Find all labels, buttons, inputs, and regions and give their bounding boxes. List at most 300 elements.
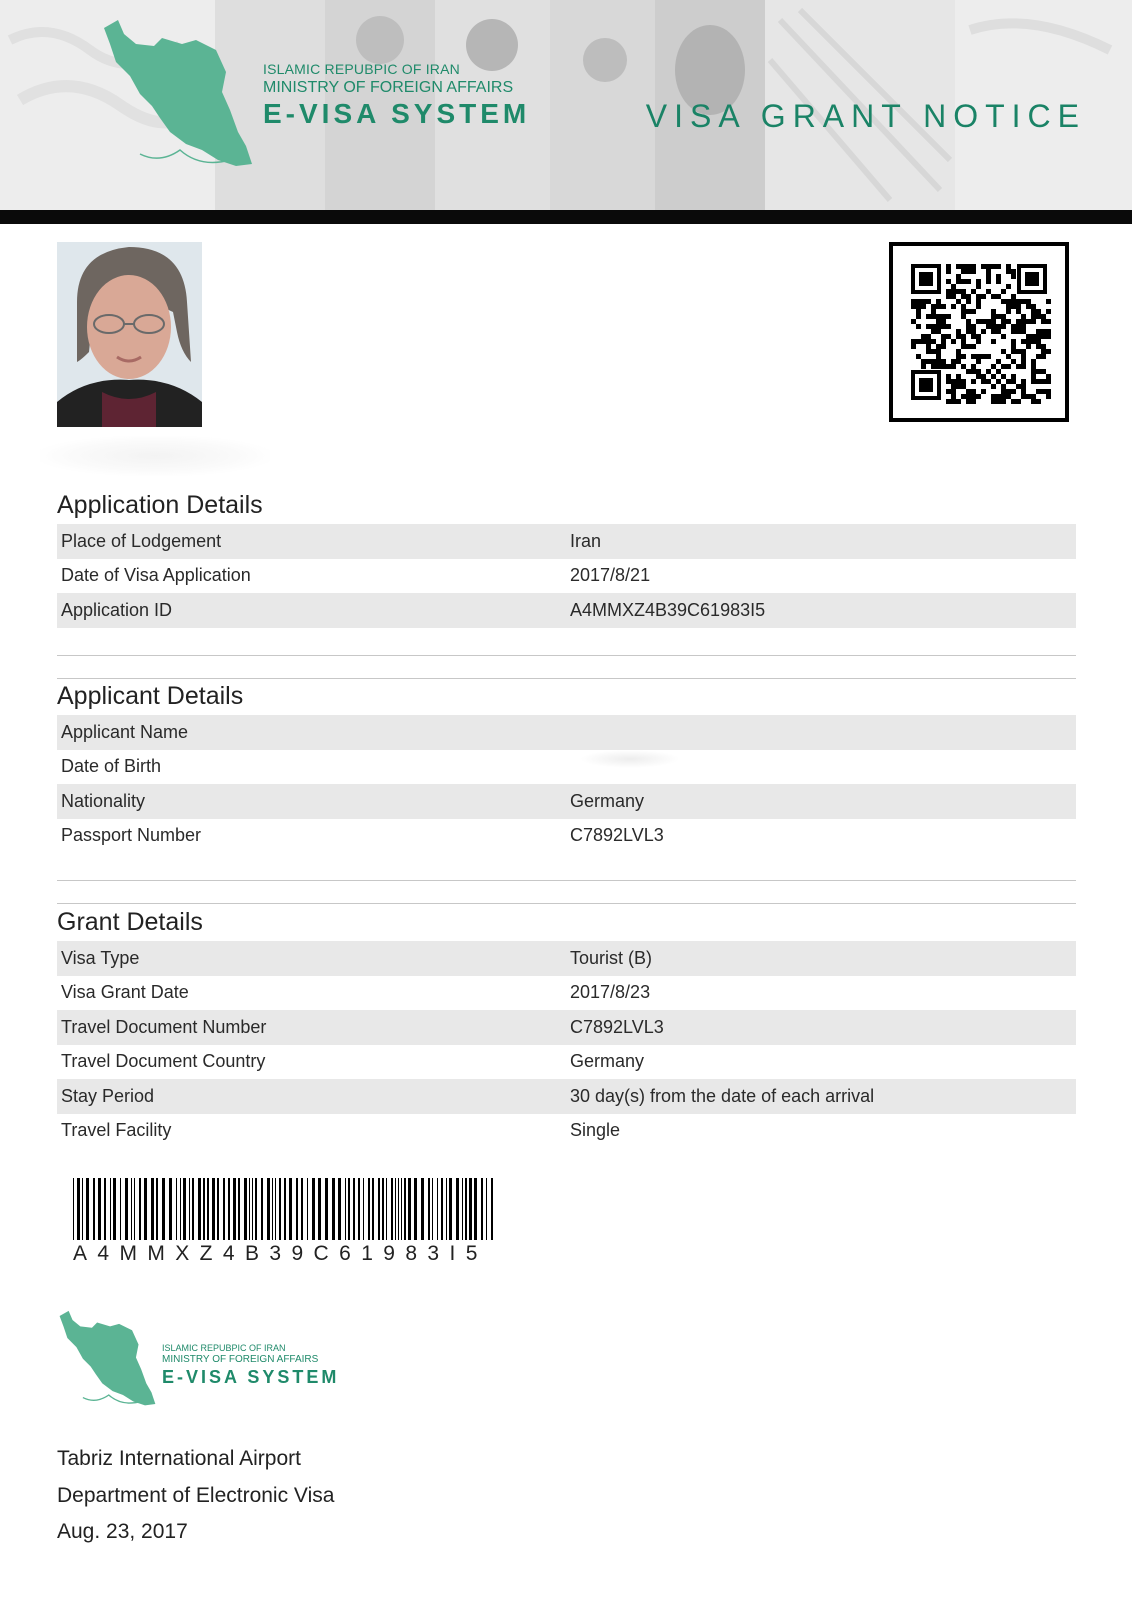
qr-module	[1041, 319, 1046, 324]
barcode-bar	[353, 1178, 355, 1240]
barcode-bar	[307, 1178, 308, 1240]
applicant-details-table	[57, 715, 1076, 853]
redaction-smudge	[580, 750, 680, 768]
barcode-bar	[110, 1178, 111, 1240]
qr-module	[916, 309, 921, 314]
qr-module	[946, 399, 951, 404]
qr-module	[986, 264, 991, 269]
barcode-bar	[301, 1178, 303, 1240]
qr-module	[926, 359, 931, 364]
qr-module	[1036, 329, 1041, 334]
row-label: Stay Period	[61, 1085, 155, 1106]
qr-module	[966, 279, 971, 284]
qr-module	[941, 304, 946, 309]
qr-module	[1046, 319, 1051, 324]
qr-module	[1016, 319, 1021, 324]
qr-module	[1001, 324, 1006, 329]
qr-module	[1001, 349, 1006, 354]
barcode-bar	[272, 1178, 273, 1240]
qr-module	[1006, 394, 1011, 399]
qr-module	[1001, 384, 1006, 389]
qr-module	[1031, 364, 1036, 369]
qr-module	[1006, 354, 1011, 359]
qr-module	[1016, 329, 1021, 334]
qr-module	[981, 294, 986, 299]
evisa-logo-text	[263, 60, 530, 131]
barcode-bar	[267, 1178, 270, 1240]
qr-module	[931, 324, 936, 329]
qr-module	[991, 364, 996, 369]
qr-module	[931, 364, 936, 369]
qr-module	[1006, 284, 1011, 289]
qr-module	[981, 264, 986, 269]
table-row	[57, 1010, 1076, 1045]
qr-module	[1011, 374, 1016, 379]
barcode-bar	[93, 1178, 95, 1240]
qr-module	[941, 334, 946, 339]
qr-module	[1041, 334, 1046, 339]
barcode-bar	[275, 1178, 276, 1240]
header-divider-bar	[0, 210, 1132, 224]
header-banner	[0, 0, 1132, 210]
qr-module	[1011, 349, 1016, 354]
barcode-bar	[156, 1178, 158, 1240]
iran-map-logo-icon	[100, 14, 270, 184]
qr-module	[1031, 399, 1036, 404]
barcode-bar	[228, 1178, 230, 1240]
barcode-bar	[198, 1178, 201, 1240]
row-value: Germany	[570, 790, 645, 811]
row-label: Nationality	[61, 790, 146, 811]
qr-module	[931, 339, 936, 344]
qr-module	[1006, 309, 1011, 314]
barcode-bar	[255, 1178, 257, 1240]
qr-module	[1006, 364, 1011, 369]
qr-module	[961, 394, 966, 399]
qr-module	[1026, 394, 1031, 399]
qr-module	[976, 394, 981, 399]
qr-module	[916, 314, 921, 319]
issuer-department: Department of Electronic Visa	[57, 1483, 335, 1507]
qr-module	[1031, 319, 1036, 324]
qr-module	[971, 364, 976, 369]
qr-module	[1021, 394, 1026, 399]
qr-module	[986, 379, 991, 384]
qr-module	[961, 379, 966, 384]
barcode-bar	[432, 1178, 433, 1240]
barcode-bar	[469, 1178, 472, 1240]
qr-module	[921, 359, 926, 364]
qr-module	[1021, 359, 1026, 364]
qr-module	[991, 319, 996, 324]
qr-module	[1016, 324, 1021, 329]
table-row	[57, 750, 1076, 785]
qr-module	[981, 354, 986, 359]
qr-module	[921, 299, 926, 304]
row-label: Date of Birth	[61, 756, 162, 777]
qr-module	[1016, 309, 1021, 314]
qr-module	[986, 279, 991, 284]
qr-module	[936, 364, 941, 369]
page-title: VISA GRANT NOTICE	[645, 98, 1086, 134]
qr-module	[961, 289, 966, 294]
qr-module	[991, 374, 996, 379]
qr-module	[1011, 324, 1016, 329]
qr-module	[971, 334, 976, 339]
footer-logo-ministry-line: MINISTRY OF FOREIGN AFFAIRS	[162, 1354, 319, 1365]
barcode-bar	[363, 1178, 364, 1240]
barcode-bar	[120, 1178, 121, 1240]
row-label: Date of Visa Application	[61, 565, 251, 586]
qr-module	[951, 394, 956, 399]
qr-module	[946, 294, 951, 299]
barcode-bar	[223, 1178, 225, 1240]
barcode-bar	[368, 1178, 370, 1240]
qr-module	[991, 394, 996, 399]
row-value: 2017/8/23	[570, 982, 651, 1003]
barcode-bar	[446, 1178, 447, 1240]
row-value: Iran	[570, 530, 602, 551]
qr-module	[1011, 274, 1016, 279]
table-row	[57, 1114, 1076, 1149]
qr-module	[936, 314, 941, 319]
qr-module	[926, 334, 931, 339]
qr-module	[986, 269, 991, 274]
qr-module	[986, 369, 991, 374]
qr-module	[1011, 399, 1016, 404]
qr-module	[971, 289, 976, 294]
qr-module	[951, 379, 956, 384]
qr-module	[991, 294, 996, 299]
qr-module	[961, 264, 966, 269]
qr-module	[1026, 344, 1031, 349]
qr-module	[961, 334, 966, 339]
qr-module	[946, 289, 951, 294]
qr-module	[1041, 354, 1046, 359]
grant-details-table	[57, 941, 1076, 1148]
footer-evisa-logo-text	[162, 1342, 339, 1388]
barcode-bar	[325, 1178, 328, 1240]
qr-module	[1036, 339, 1041, 344]
qr-module	[936, 349, 941, 354]
qr-module	[1001, 389, 1006, 394]
qr-module	[966, 344, 971, 349]
qr-module	[1031, 369, 1036, 374]
qr-module	[921, 339, 926, 344]
barcode-bar	[358, 1178, 360, 1240]
qr-module	[1021, 349, 1026, 354]
qr-module	[1036, 379, 1041, 384]
qr-module	[956, 399, 961, 404]
row-label: Passport Number	[61, 825, 202, 846]
qr-module	[1016, 364, 1021, 369]
barcode-bar	[244, 1178, 247, 1240]
qr-module	[916, 299, 921, 304]
qr-module	[946, 279, 951, 284]
qr-module	[951, 384, 956, 389]
qr-module	[1031, 334, 1036, 339]
barcode-bar	[139, 1178, 141, 1240]
qr-module	[916, 339, 921, 344]
barcode-bar	[252, 1178, 253, 1240]
barcode-bar	[382, 1178, 384, 1240]
row-label: Applicant Name	[61, 721, 189, 742]
table-row	[57, 1045, 1076, 1080]
table-row	[57, 819, 1076, 854]
qr-module	[991, 309, 996, 314]
qr-module	[981, 389, 986, 394]
qr-module	[1041, 344, 1046, 349]
qr-module	[951, 289, 956, 294]
qr-module	[1036, 369, 1041, 374]
barcode-bar	[372, 1178, 374, 1240]
barcode-bar	[386, 1178, 387, 1240]
qr-module	[936, 304, 941, 309]
qr-module	[936, 354, 941, 359]
qr-module	[1036, 344, 1041, 349]
qr-module	[926, 314, 931, 319]
qr-module	[941, 364, 946, 369]
qr-module	[956, 384, 961, 389]
qr-module	[961, 279, 966, 284]
qr-module	[1001, 374, 1006, 379]
qr-module	[971, 324, 976, 329]
qr-module	[951, 359, 956, 364]
qr-module	[976, 279, 981, 284]
qr-module	[941, 359, 946, 364]
qr-module	[956, 264, 961, 269]
barcode-bar	[192, 1178, 194, 1240]
barcode-bar	[169, 1178, 172, 1240]
barcode-bar	[491, 1178, 493, 1240]
barcode-bar	[98, 1178, 101, 1240]
barcode-bar	[284, 1178, 286, 1240]
qr-module	[916, 324, 921, 329]
row-value: 2017/8/21	[570, 565, 651, 586]
qr-module	[941, 324, 946, 329]
qr-module	[956, 329, 961, 334]
qr-module	[936, 329, 941, 334]
qr-module	[1011, 269, 1016, 274]
logo-system-line: E-VISA SYSTEM	[263, 98, 531, 129]
qr-module	[1011, 339, 1016, 344]
barcode-bar	[437, 1178, 438, 1240]
qr-module	[976, 354, 981, 359]
barcode-bar	[180, 1178, 181, 1240]
barcode-bar	[318, 1178, 321, 1240]
qr-module	[976, 284, 981, 289]
qr-module	[1046, 349, 1051, 354]
row-value: Single	[570, 1120, 621, 1141]
barcode-bar	[391, 1178, 393, 1240]
barcode-bar	[428, 1178, 430, 1240]
row-value: C7892LVL3	[570, 1016, 664, 1037]
qr-module	[1021, 364, 1026, 369]
qr-module	[981, 374, 986, 379]
qr-module	[1026, 319, 1031, 324]
qr-module	[941, 339, 946, 344]
applicant-photo	[57, 242, 202, 427]
qr-module	[911, 344, 916, 349]
qr-module	[1031, 359, 1036, 364]
qr-module	[931, 359, 936, 364]
table-row	[57, 976, 1076, 1011]
barcode-bar	[261, 1178, 263, 1240]
qr-module	[911, 299, 916, 304]
table-row	[57, 524, 1076, 559]
qr-module	[961, 354, 966, 359]
qr-module	[1001, 394, 1006, 399]
row-label: Travel Document Number	[61, 1016, 267, 1037]
barcode-bar	[348, 1178, 350, 1240]
qr-module	[971, 309, 976, 314]
qr-module	[1011, 294, 1016, 299]
qr-module	[946, 334, 951, 339]
qr-module	[971, 269, 976, 274]
qr-module	[981, 319, 986, 324]
qr-module	[996, 324, 1001, 329]
section-divider	[57, 880, 1076, 881]
qr-module	[1011, 329, 1016, 334]
qr-module	[1011, 359, 1016, 364]
qr-module	[1001, 399, 1006, 404]
qr-module	[1041, 379, 1046, 384]
qr-module	[1026, 304, 1031, 309]
qr-module	[1036, 314, 1041, 319]
qr-module	[931, 314, 936, 319]
qr-module	[1046, 309, 1051, 314]
qr-module	[966, 329, 971, 334]
qr-module	[946, 364, 951, 369]
table-row	[57, 1079, 1076, 1114]
qr-module	[956, 349, 961, 354]
qr-module	[976, 294, 981, 299]
qr-module	[1006, 389, 1011, 394]
qr-module	[996, 329, 1001, 334]
qr-module	[986, 354, 991, 359]
qr-module	[1016, 384, 1021, 389]
qr-module	[956, 354, 961, 359]
qr-module	[951, 364, 956, 369]
qr-module	[1031, 339, 1036, 344]
qr-module	[966, 324, 971, 329]
qr-module	[1046, 389, 1051, 394]
qr-module	[971, 369, 976, 374]
qr-module	[956, 299, 961, 304]
qr-module	[996, 274, 1001, 279]
qr-module	[976, 339, 981, 344]
barcode	[73, 1178, 498, 1242]
qr-module	[926, 344, 931, 349]
qr-module	[1011, 299, 1016, 304]
qr-module	[1031, 394, 1036, 399]
barcode-bar	[404, 1178, 406, 1240]
qr-module	[926, 349, 931, 354]
qr-module	[946, 264, 951, 269]
barcode-bar	[86, 1178, 89, 1240]
qr-module	[1001, 364, 1006, 369]
barcode-bar	[104, 1178, 106, 1240]
qr-module	[911, 339, 916, 344]
qr-module	[991, 399, 996, 404]
qr-module	[1001, 299, 1006, 304]
qr-module	[1031, 374, 1036, 379]
qr-module	[976, 359, 981, 364]
barcode-bar	[345, 1178, 346, 1240]
barcode-bar	[462, 1178, 463, 1240]
qr-module	[931, 304, 936, 309]
qr-module	[1041, 314, 1046, 319]
row-value: A4MMXZ4B39C61983I5	[570, 599, 766, 620]
qr-module	[976, 374, 981, 379]
qr-module	[941, 344, 946, 349]
barcode-bar	[217, 1178, 219, 1240]
qr-module	[1046, 394, 1051, 399]
qr-module	[971, 329, 976, 334]
table-row	[57, 593, 1076, 628]
qr-module	[956, 374, 961, 379]
footer-logo-system-line: E-VISA SYSTEM	[162, 1367, 340, 1387]
qr-module	[1016, 304, 1021, 309]
barcode-bar	[449, 1178, 452, 1240]
qr-module	[976, 369, 981, 374]
barcode-bar	[176, 1178, 177, 1240]
qr-module	[966, 264, 971, 269]
qr-module	[971, 344, 976, 349]
table-row	[57, 784, 1076, 819]
barcode-bar	[398, 1178, 399, 1240]
qr-module	[941, 314, 946, 319]
qr-module	[971, 399, 976, 404]
qr-module	[926, 324, 931, 329]
qr-module	[936, 344, 941, 349]
qr-module	[986, 274, 991, 279]
qr-module	[966, 269, 971, 274]
qr-module	[1036, 399, 1041, 404]
qr-module	[1001, 289, 1006, 294]
row-value: C7892LVL3	[570, 825, 664, 846]
qr-module	[976, 304, 981, 309]
barcode-bar	[113, 1178, 116, 1240]
row-value: Germany	[570, 1051, 645, 1072]
qr-module	[1006, 379, 1011, 384]
row-label: Visa Grant Date	[61, 982, 189, 1003]
qr-module	[991, 384, 996, 389]
qr-module	[996, 279, 1001, 284]
qr-module	[1021, 354, 1026, 359]
issue-date: Aug. 23, 2017	[57, 1520, 188, 1543]
barcode-bar	[249, 1178, 250, 1240]
barcode-bar	[414, 1178, 417, 1240]
qr-module	[961, 339, 966, 344]
qr-module	[921, 334, 926, 339]
qr-module	[1011, 379, 1016, 384]
section-divider	[57, 655, 1076, 656]
qr-module	[951, 339, 956, 344]
qr-module	[1046, 374, 1051, 379]
qr-module	[976, 299, 981, 304]
qr-module	[951, 284, 956, 289]
row-label: Place of Lodgement	[61, 530, 222, 551]
qr-module	[991, 314, 996, 319]
barcode-bar	[481, 1178, 483, 1240]
qr-module	[966, 394, 971, 399]
qr-module	[1006, 269, 1011, 274]
qr-module	[951, 304, 956, 309]
qr-module	[996, 394, 1001, 399]
row-label: Application ID	[61, 599, 173, 620]
qr-module	[991, 264, 996, 269]
